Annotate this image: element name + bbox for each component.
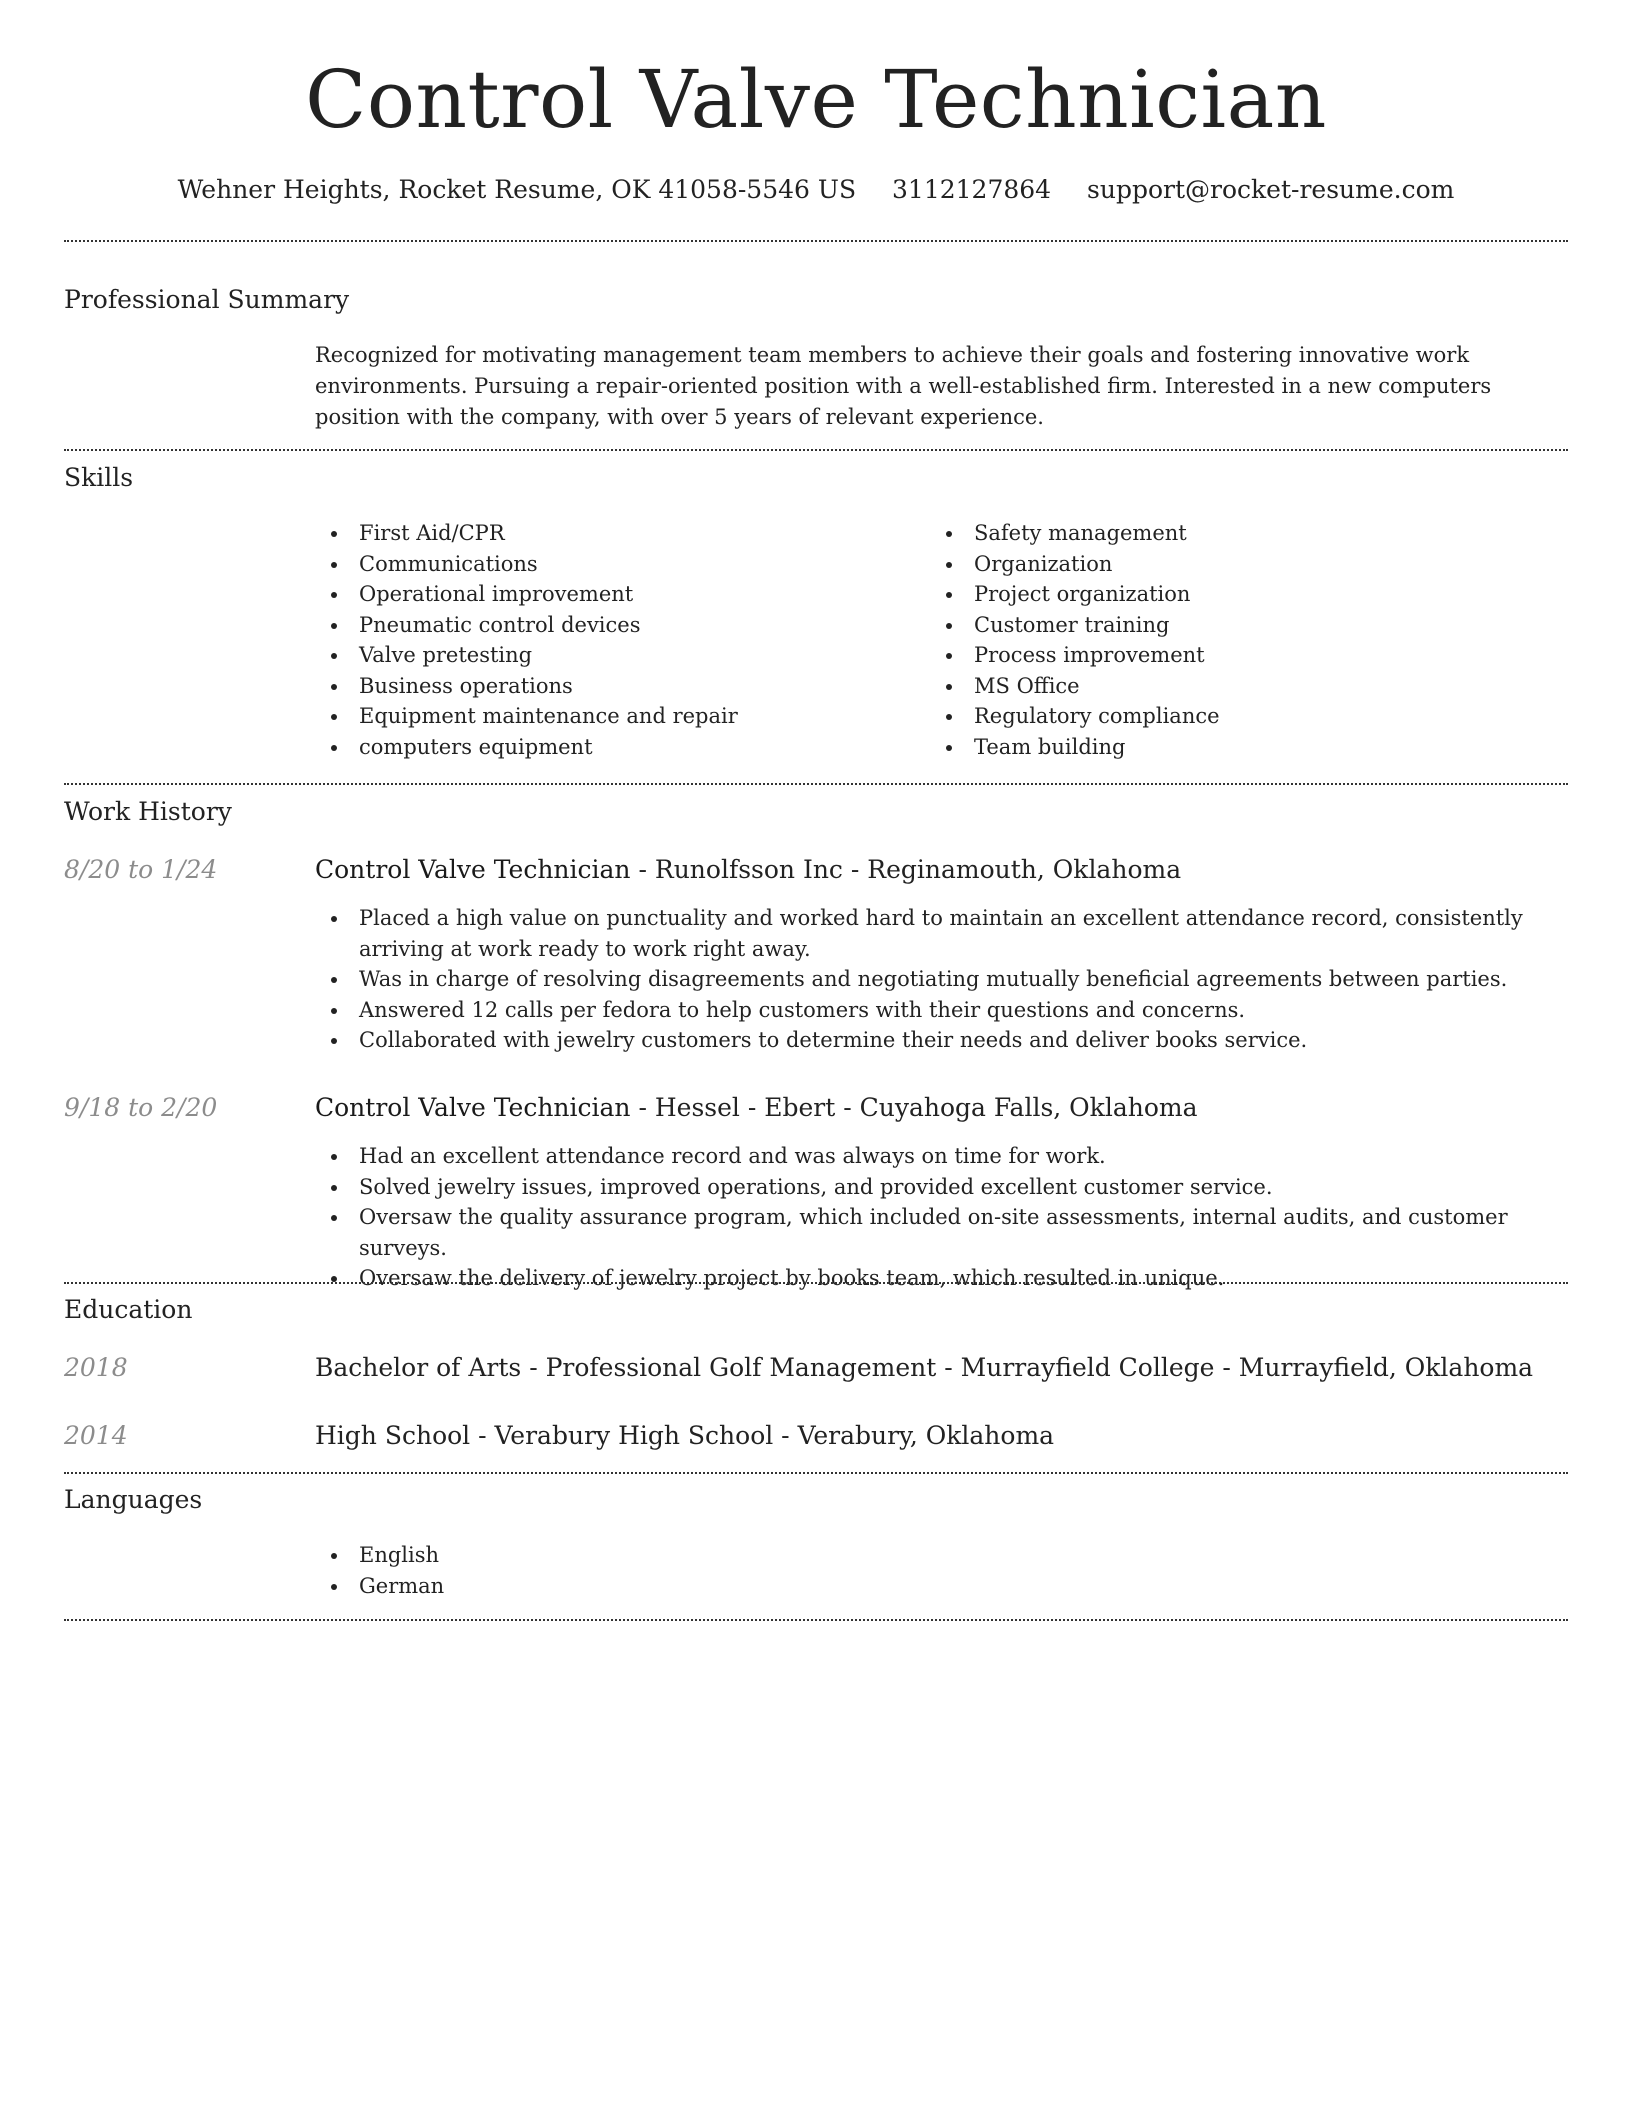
list-item: Organization — [930, 549, 1530, 580]
section-heading-education: Education — [64, 1295, 193, 1324]
education-year: 2018 — [64, 1353, 128, 1382]
list-item: Solved jewelry issues, improved operations, and provided excellent customer service. — [315, 1172, 1568, 1203]
divider — [64, 449, 1568, 451]
list-item: Had an excellent attendance record and was always on time for work. — [315, 1141, 1568, 1172]
job-dates: 8/20 to 1/24 — [64, 855, 218, 884]
job-title: Control Valve Technician — [315, 855, 631, 884]
divider — [64, 1282, 1568, 1284]
divider — [64, 783, 1568, 785]
section-heading-skills: Skills — [64, 463, 134, 492]
contact-email: support@rocket-resume.com — [1087, 175, 1455, 204]
education-degree: High School — [315, 1421, 471, 1450]
list-item: Safety management — [930, 518, 1530, 549]
list-item: Oversaw the quality assurance program, which included on-site assessments, internal audits, and customer surveys. — [315, 1202, 1568, 1263]
list-item: Equipment maintenance and repair — [315, 701, 915, 732]
list-item: German — [315, 1571, 1568, 1602]
section-heading-languages: Languages — [64, 1485, 203, 1514]
skills-column-left — [315, 518, 915, 762]
list-item: Pneumatic control devices — [315, 610, 915, 641]
list-item: Communications — [315, 549, 915, 580]
list-item: computers equipment — [315, 732, 915, 763]
list-item: Collaborated with jewelry customers to determine their needs and deliver books service. — [315, 1025, 1568, 1056]
divider — [64, 1619, 1568, 1621]
job-title: Control Valve Technician — [315, 1093, 631, 1122]
list-item: First Aid/CPR — [315, 518, 915, 549]
job-company: - Hessel - Ebert - Cuyahoga Falls, Oklahoma — [630, 1093, 1198, 1122]
job-title-line — [315, 1091, 1568, 1125]
list-item: Oversaw the delivery of jewelry project by books team, which resulted in unique. — [315, 1263, 1568, 1294]
list-item: Project organization — [930, 579, 1530, 610]
list-item: Process improvement — [930, 640, 1530, 671]
section-heading-work: Work History — [64, 797, 232, 826]
list-item: Regulatory compliance — [930, 701, 1530, 732]
list-item: Business operations — [315, 671, 915, 702]
job-dates: 9/18 to 2/20 — [64, 1093, 218, 1122]
list-item: Valve pretesting — [315, 640, 915, 671]
divider — [64, 1472, 1568, 1474]
contact-line — [64, 170, 1568, 210]
list-item: Placed a high value on punctuality and worked hard to maintain an excellent attendance record, consistently arriving at work ready to work right away. — [315, 903, 1568, 964]
section-heading-summary: Professional Summary — [64, 285, 350, 314]
education-degree: Bachelor of Arts - Professional Golf Management — [315, 1353, 937, 1382]
job-bullets — [315, 1141, 1568, 1294]
list-item: Team building — [930, 732, 1530, 763]
education-school: - Verabury High School - Verabury, Oklahoma — [470, 1421, 1055, 1450]
list-item: Answered 12 calls per fedora to help customers with their questions and concerns. — [315, 995, 1568, 1026]
job-title-line — [315, 853, 1568, 887]
list-item: Was in charge of resolving disagreements and negotiating mutually beneficial agreements between parties. — [315, 964, 1568, 995]
divider — [64, 240, 1568, 242]
skills-column-right — [930, 518, 1530, 762]
education-year: 2014 — [64, 1421, 128, 1450]
job-bullets — [315, 903, 1568, 1056]
skills-list — [315, 518, 1568, 768]
education-entry — [315, 1351, 1568, 1385]
list-item: Operational improvement — [315, 579, 915, 610]
education-school: - Murrayfield College - Murrayfield, Oklahoma — [936, 1353, 1534, 1382]
list-item: MS Office — [930, 671, 1530, 702]
contact-phone: 3112127864 — [892, 175, 1052, 204]
list-item: Customer training — [930, 610, 1530, 641]
contact-address: Wehner Heights, Rocket Resume, OK 41058-5546 US — [177, 175, 857, 204]
summary-text: Recognized for motivating management team members to achieve their goals and fostering innovative work environments. Pursuing a repair-oriented position with a well-established firm. Interested in a new computers position with the company, with over 5 years of relevant experience. — [315, 343, 1492, 429]
list-item: English — [315, 1540, 1568, 1571]
languages-list — [315, 1540, 1568, 1601]
education-entry — [315, 1419, 1568, 1453]
candidate-name: Control Valve Technician — [305, 53, 1327, 146]
job-company: - Runolfsson Inc - Reginamouth, Oklahoma — [630, 855, 1182, 884]
